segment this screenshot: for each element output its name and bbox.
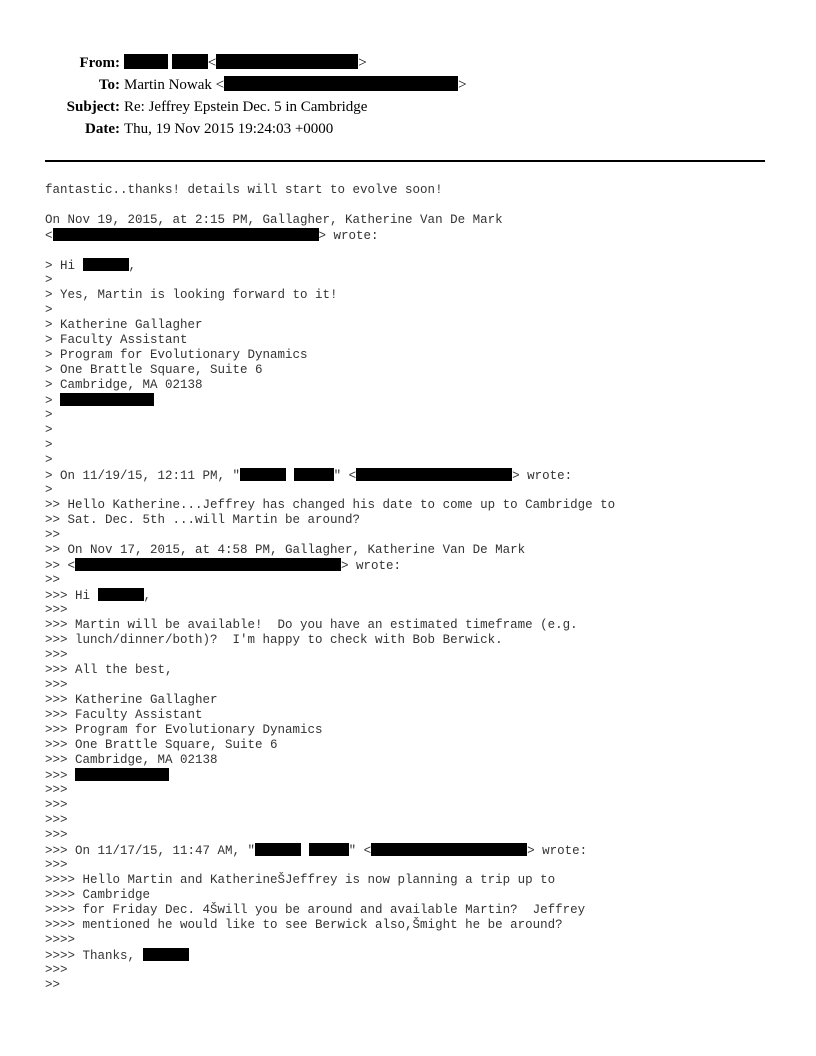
- body-line: [45, 453, 785, 468]
- redaction: [83, 258, 129, 271]
- to-gt: >: [458, 77, 467, 93]
- line-text: > Katherine Gallagher: [45, 318, 203, 332]
- space: [301, 844, 309, 858]
- line-text: > Cambridge, MA 02138: [45, 378, 203, 392]
- body-line: [45, 258, 785, 273]
- redaction: [216, 54, 358, 69]
- line-text: >>>> mentioned he would like to see Berwick also,Šmight he be around?: [45, 918, 563, 932]
- line-text: ,: [128, 259, 137, 273]
- body-line: [45, 498, 785, 513]
- to-value: [124, 74, 467, 96]
- body-line: [45, 183, 785, 198]
- to-name: Martin Nowak <: [124, 77, 225, 93]
- body-line: [45, 213, 785, 228]
- line-text: >>> Hi: [45, 589, 98, 603]
- line-text: >>> Katherine Gallagher: [45, 693, 218, 707]
- from-gt: >: [358, 55, 367, 71]
- line-text: >> <: [45, 559, 76, 573]
- body-line: [45, 198, 785, 213]
- body-line: [45, 378, 785, 393]
- line-text: >: [45, 438, 53, 452]
- line-text: >>: [45, 978, 61, 992]
- body-line: [45, 768, 785, 783]
- line-text: >>>: [45, 769, 76, 783]
- redaction: [75, 558, 341, 571]
- body-line: [45, 903, 785, 918]
- body-line: [45, 363, 785, 378]
- redaction: [356, 468, 512, 481]
- body-line: [45, 813, 785, 828]
- body-line: [45, 393, 785, 408]
- body-line: [45, 633, 785, 648]
- line-text: >>>: [45, 963, 68, 977]
- body-line: [45, 843, 785, 858]
- date-value: Thu, 19 Nov 2015 19:24:03 +0000: [124, 121, 334, 137]
- from-row: [0, 52, 816, 74]
- body-line: [45, 573, 785, 588]
- line-text: >>>: [45, 648, 68, 662]
- body-line: [45, 693, 785, 708]
- body-line: [45, 618, 785, 633]
- body-line: [45, 708, 785, 723]
- redaction: [224, 76, 458, 91]
- body-line: [45, 228, 785, 243]
- line-text: > Hi: [45, 259, 83, 273]
- body-line: [45, 468, 785, 483]
- line-text: >>>: [45, 678, 68, 692]
- line-text: >>> Program for Evolutionary Dynamics: [45, 723, 323, 737]
- body-line: [45, 738, 785, 753]
- line-text: >: [45, 408, 53, 422]
- redaction: [294, 468, 334, 481]
- body-line: [45, 798, 785, 813]
- body-line: [45, 783, 785, 798]
- body-line: [45, 438, 785, 453]
- line-text: fantastic..thanks! details will start to evolve soon!: [45, 183, 443, 197]
- body-line: [45, 858, 785, 873]
- subject-value: Re: Jeffrey Epstein Dec. 5 in Cambridge: [124, 99, 368, 115]
- subject-row: [0, 96, 816, 118]
- body-line: [45, 753, 785, 768]
- redaction: [53, 228, 319, 241]
- line-text: >>> Faculty Assistant: [45, 708, 203, 722]
- line-text: ,: [143, 589, 152, 603]
- line-text: >>>> for Friday Dec. 4Šwill you be around and available Martin? Jeffrey: [45, 903, 586, 917]
- line-text: >> Sat. Dec. 5th ...will Martin be around?: [45, 513, 361, 527]
- body-line: [45, 348, 785, 363]
- line-text: >>: [45, 573, 61, 587]
- line-text: >>>: [45, 828, 68, 842]
- body-line: [45, 303, 785, 318]
- redaction: [143, 948, 189, 961]
- email-body: [45, 183, 785, 993]
- body-line: [45, 243, 785, 258]
- body-line: [45, 408, 785, 423]
- body-line: [45, 273, 785, 288]
- line-text: > One Brattle Square, Suite 6: [45, 363, 263, 377]
- body-line: [45, 513, 785, 528]
- body-line: [45, 873, 785, 888]
- redaction: [240, 468, 286, 481]
- body-line: [45, 828, 785, 843]
- line-text: >> Hello Katherine...Jeffrey has changed his date to come up to Cambridge to: [45, 498, 616, 512]
- body-line: [45, 678, 785, 693]
- redaction: [309, 843, 349, 856]
- line-text: >>> One Brattle Square, Suite 6: [45, 738, 278, 752]
- line-text: >>> On 11/17/15, 11:47 AM, ": [45, 844, 256, 858]
- space: [286, 469, 294, 483]
- from-value: [124, 52, 367, 74]
- line-text: >>> lunch/dinner/both)? I'm happy to check with Bob Berwick.: [45, 633, 503, 647]
- redaction: [75, 768, 169, 781]
- body-line: [45, 423, 785, 438]
- line-text: >>>> Cambridge: [45, 888, 151, 902]
- body-line: [45, 933, 785, 948]
- body-line: [45, 918, 785, 933]
- line-text: >: [45, 423, 53, 437]
- line-text: > On 11/19/15, 12:11 PM, ": [45, 469, 241, 483]
- line-text: <: [45, 229, 53, 243]
- line-text: > wrote:: [318, 229, 379, 243]
- header-divider: [45, 160, 765, 162]
- redaction: [371, 843, 527, 856]
- body-line: [45, 723, 785, 738]
- line-text: >: [45, 273, 53, 287]
- line-text: > Yes, Martin is looking forward to it!: [45, 288, 338, 302]
- line-text: >>>> Hello Martin and KatherineŠJeffrey is now planning a trip up to: [45, 873, 556, 887]
- line-text: >>>>: [45, 933, 76, 947]
- line-text: >>> All the best,: [45, 663, 173, 677]
- from-label: From:: [79, 55, 120, 71]
- redaction: [98, 588, 144, 601]
- line-text: > Faculty Assistant: [45, 333, 188, 347]
- line-text: > wrote:: [512, 469, 573, 483]
- line-text: >>>: [45, 813, 68, 827]
- line-text: >>> Martin will be available! Do you have an estimated timeframe (e.g.: [45, 618, 578, 632]
- body-line: [45, 663, 785, 678]
- redaction: [172, 54, 208, 69]
- line-text: >: [45, 453, 53, 467]
- body-line: [45, 588, 785, 603]
- body-line: [45, 888, 785, 903]
- body-line: [45, 483, 785, 498]
- line-text: >>>: [45, 858, 68, 872]
- body-line: [45, 963, 785, 978]
- body-line: [45, 603, 785, 618]
- line-text: >: [45, 303, 53, 317]
- line-text: " <: [348, 844, 372, 858]
- body-line: [45, 648, 785, 663]
- redaction: [60, 393, 154, 406]
- subject-label: Subject:: [66, 99, 120, 115]
- body-line: [45, 288, 785, 303]
- body-line: [45, 558, 785, 573]
- line-text: >>: [45, 528, 61, 542]
- redaction: [124, 54, 168, 69]
- line-text: > Program for Evolutionary Dynamics: [45, 348, 308, 362]
- line-text: >> On Nov 17, 2015, at 4:58 PM, Gallagher, Katherine Van De Mark: [45, 543, 526, 557]
- line-text: > wrote:: [341, 559, 402, 573]
- redaction: [255, 843, 301, 856]
- line-text: " <: [333, 469, 357, 483]
- line-text: >>>: [45, 603, 68, 617]
- body-line: [45, 528, 785, 543]
- body-line: [45, 948, 785, 963]
- line-text: >>>: [45, 783, 68, 797]
- body-line: [45, 333, 785, 348]
- line-text: >: [45, 483, 53, 497]
- date-label: Date:: [85, 121, 120, 137]
- line-text: >>> Cambridge, MA 02138: [45, 753, 218, 767]
- from-lt: <: [207, 55, 217, 71]
- date-row: [0, 118, 816, 140]
- line-text: > wrote:: [527, 844, 588, 858]
- body-line: [45, 318, 785, 333]
- to-label: To:: [98, 77, 120, 93]
- line-text: On Nov 19, 2015, at 2:15 PM, Gallagher, Katherine Van De Mark: [45, 213, 503, 227]
- line-text: >: [45, 394, 61, 408]
- to-row: [0, 74, 816, 96]
- body-line: [45, 543, 785, 558]
- line-text: >>>: [45, 798, 68, 812]
- body-line: [45, 978, 785, 993]
- line-text: >>>> Thanks,: [45, 949, 143, 963]
